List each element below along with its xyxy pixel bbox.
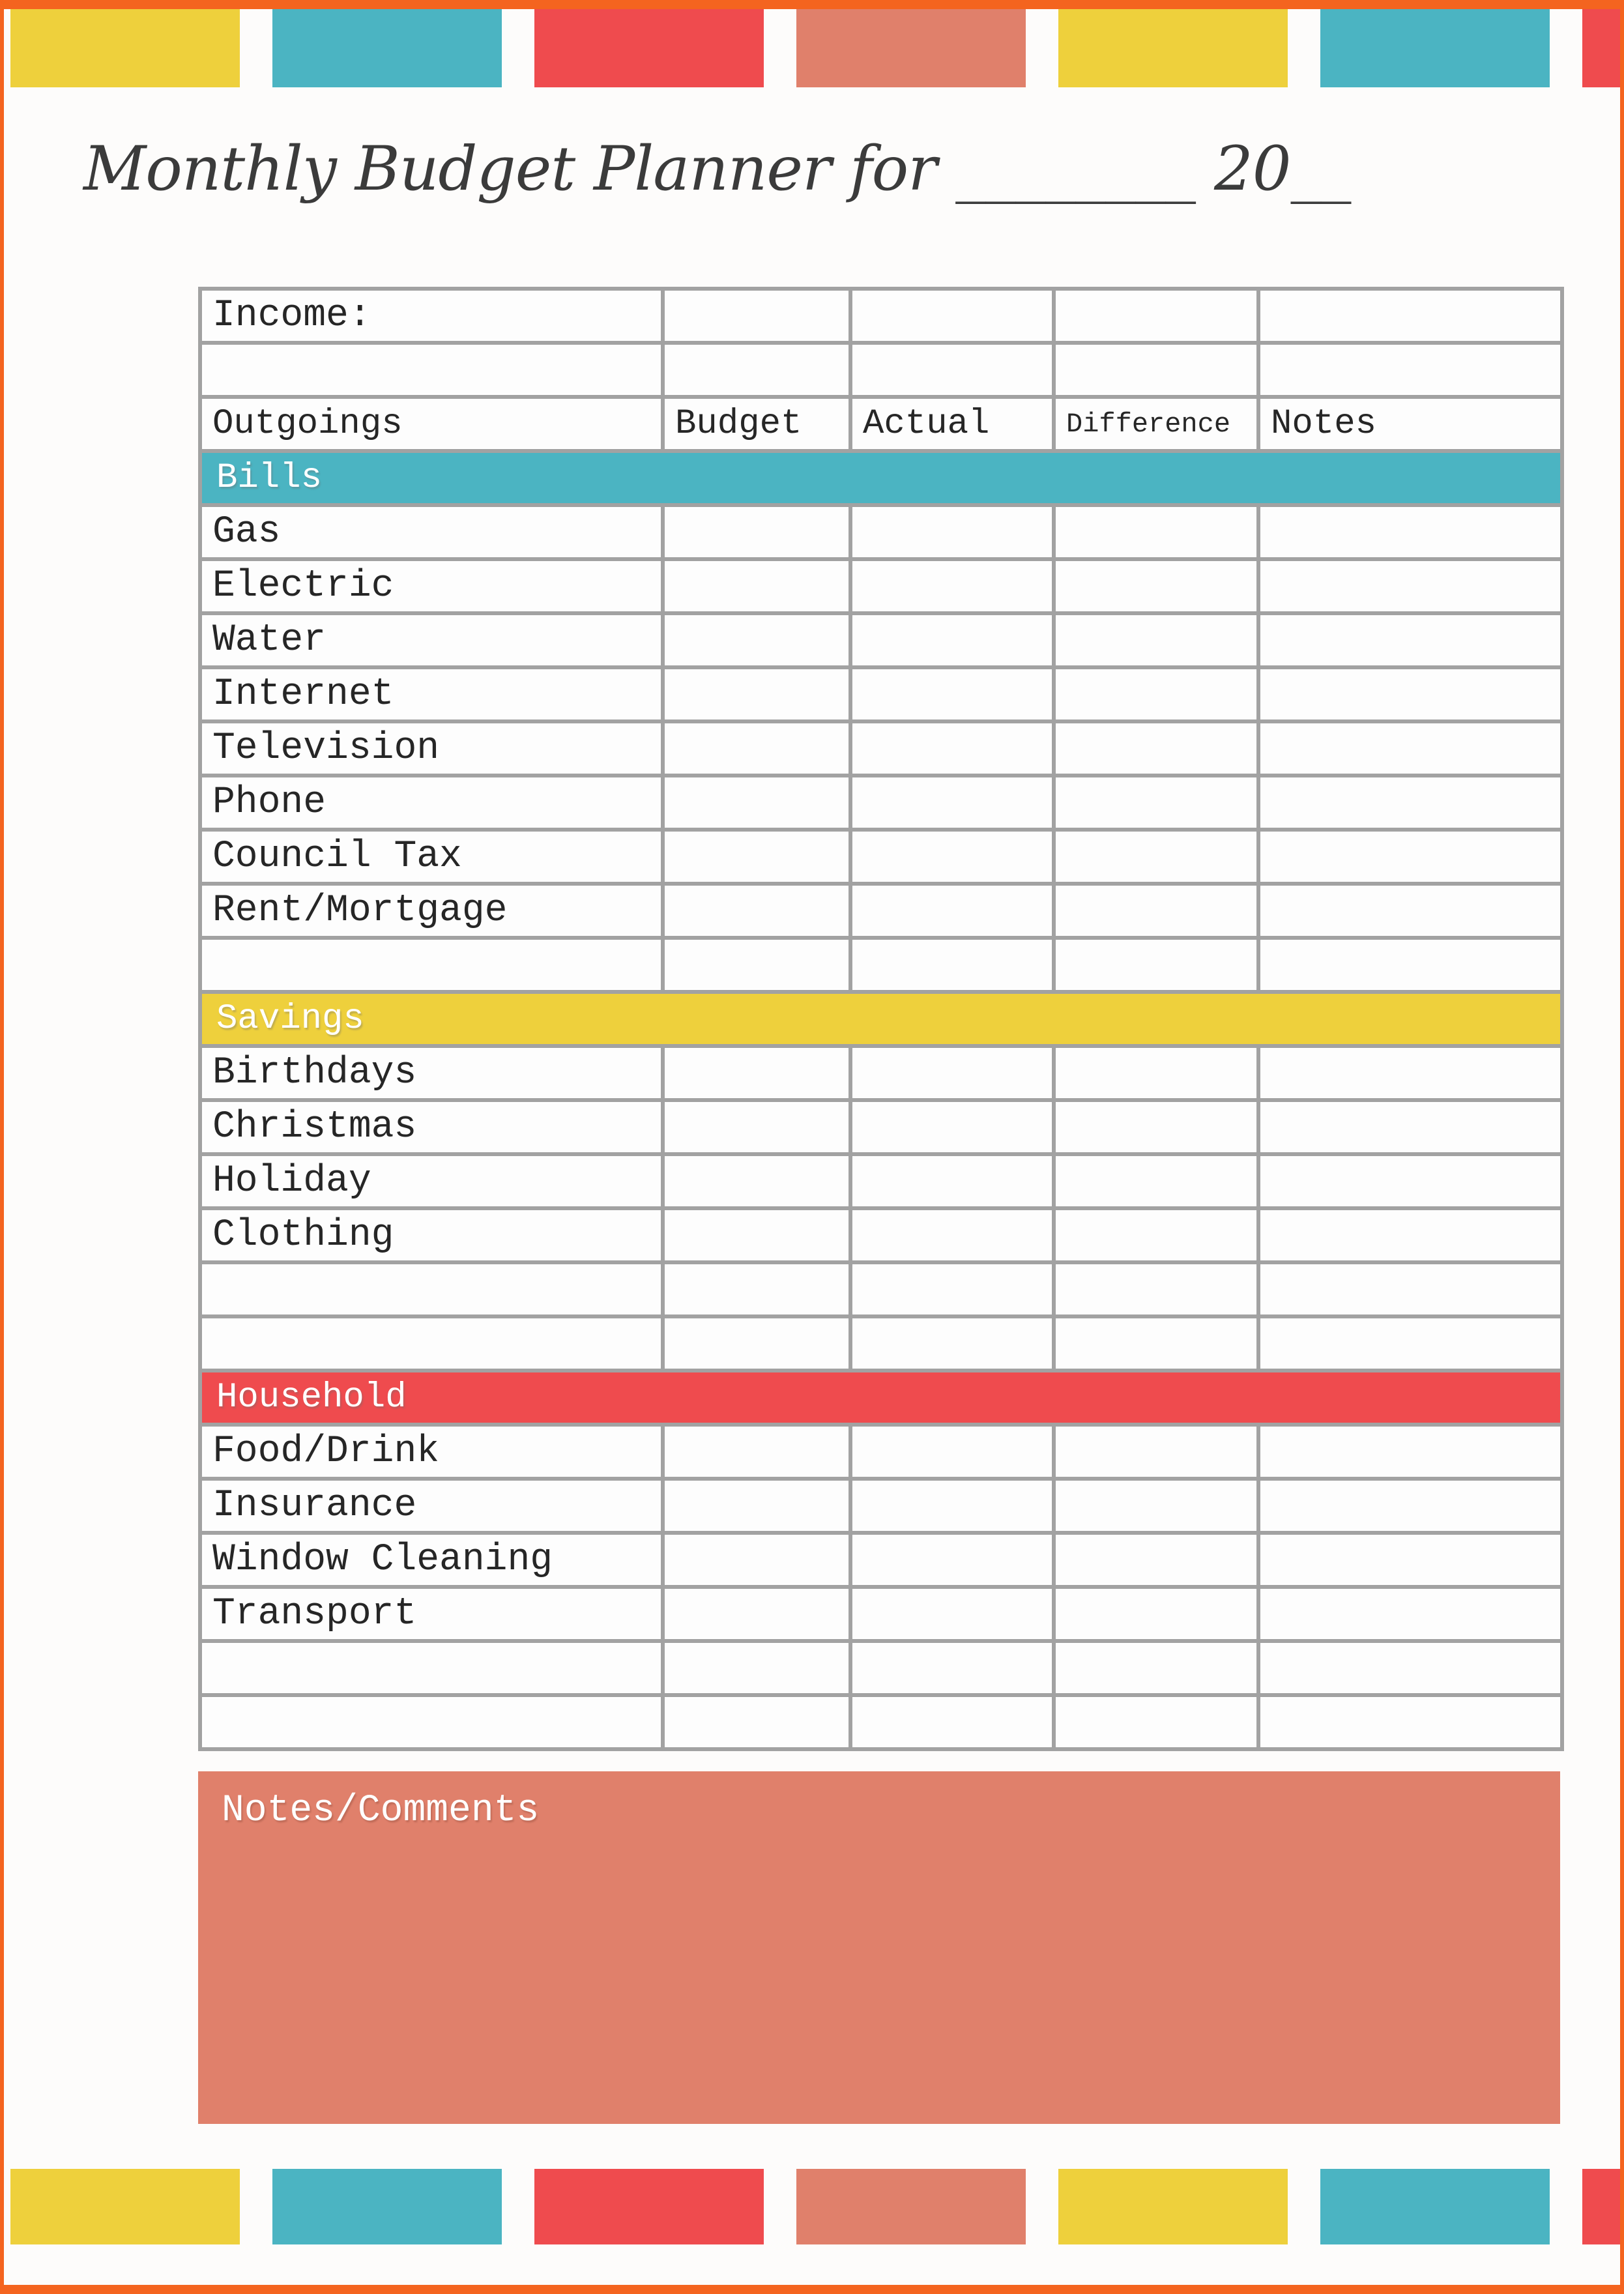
section-header-savings: Savings <box>200 992 1562 1046</box>
blank-row <box>200 1695 1562 1749</box>
entry-cell[interactable] <box>1054 1587 1258 1641</box>
entry-cell[interactable] <box>850 1425 1054 1479</box>
item-label-food-drink: Food/Drink <box>200 1425 663 1479</box>
entry-cell[interactable] <box>1054 830 1258 884</box>
item-row-rent-mortgage <box>200 884 1562 938</box>
blank-row <box>200 1262 1562 1316</box>
entry-cell[interactable] <box>1054 1695 1258 1749</box>
entry-cell[interactable] <box>663 776 850 830</box>
item-label-birthdays: Birthdays <box>200 1046 663 1100</box>
bottom-color-strip <box>10 2169 1620 2244</box>
item-row-transport <box>200 1587 1562 1641</box>
section-header-bills: Bills <box>200 451 1562 505</box>
income-row <box>200 289 1562 343</box>
entry-cell[interactable] <box>1054 667 1258 721</box>
entry-cell[interactable] <box>1054 1100 1258 1154</box>
item-label-window-cleaning: Window Cleaning <box>200 1533 663 1587</box>
item-label-holiday: Holiday <box>200 1154 663 1208</box>
red-block <box>1582 8 1620 87</box>
entry-cell[interactable] <box>663 343 850 397</box>
item-label-rent-mortgage: Rent/Mortgage <box>200 884 663 938</box>
item-label-television: Television <box>200 721 663 776</box>
entry-cell[interactable] <box>1258 1100 1562 1154</box>
blank-row <box>200 1316 1562 1371</box>
page-border-right <box>1620 0 1624 2294</box>
entry-cell[interactable] <box>1054 1533 1258 1587</box>
column-header-outgoings: Outgoings <box>200 397 663 451</box>
entry-cell[interactable] <box>1054 884 1258 938</box>
entry-cell[interactable] <box>663 1316 850 1371</box>
entry-cell[interactable] <box>663 1587 850 1641</box>
entry-cell[interactable] <box>850 938 1054 992</box>
entry-cell[interactable] <box>850 1587 1054 1641</box>
entry-cell[interactable] <box>850 1641 1054 1695</box>
entry-cell[interactable] <box>1054 938 1258 992</box>
yellow-block <box>1058 8 1288 87</box>
entry-cell[interactable] <box>663 1154 850 1208</box>
page-title: Monthly Budget Planner for ________ 20__ <box>83 134 1351 205</box>
item-row-clothing <box>200 1208 1562 1262</box>
column-header-actual: Actual <box>850 397 1054 451</box>
entry-cell[interactable] <box>850 1479 1054 1533</box>
entry-cell[interactable] <box>663 830 850 884</box>
entry-cell[interactable] <box>850 343 1054 397</box>
item-label-council-tax: Council Tax <box>200 830 663 884</box>
entry-cell[interactable] <box>1258 1316 1562 1371</box>
budget-table-body <box>200 289 1562 1749</box>
entry-cell[interactable] <box>1258 938 1562 992</box>
item-label-insurance: Insurance <box>200 1479 663 1533</box>
entry-cell[interactable] <box>200 938 663 992</box>
entry-cell[interactable] <box>1054 505 1258 559</box>
entry-cell[interactable] <box>1054 1641 1258 1695</box>
entry-cell[interactable] <box>200 1262 663 1316</box>
entry-cell[interactable] <box>200 1641 663 1695</box>
red-block <box>534 2169 764 2244</box>
entry-cell[interactable] <box>850 1046 1054 1100</box>
entry-cell[interactable] <box>1258 1262 1562 1316</box>
item-label-christmas: Christmas <box>200 1100 663 1154</box>
item-row-insurance <box>200 1479 1562 1533</box>
entry-cell[interactable] <box>663 1695 850 1749</box>
item-row-gas <box>200 505 1562 559</box>
teal-block <box>1320 8 1550 87</box>
section-row-household <box>200 1371 1562 1425</box>
page-border-top <box>0 0 1624 9</box>
entry-cell[interactable] <box>850 667 1054 721</box>
entry-cell[interactable] <box>663 289 850 343</box>
entry-cell[interactable] <box>850 1316 1054 1371</box>
entry-cell[interactable] <box>663 721 850 776</box>
entry-cell[interactable] <box>850 505 1054 559</box>
entry-cell[interactable] <box>663 505 850 559</box>
income-label-cell: Income: <box>200 289 663 343</box>
entry-cell[interactable] <box>663 1425 850 1479</box>
entry-cell[interactable] <box>1258 289 1562 343</box>
entry-cell[interactable] <box>1258 776 1562 830</box>
entry-cell[interactable] <box>1054 289 1258 343</box>
salmon-block <box>796 8 1026 87</box>
entry-cell[interactable] <box>1258 505 1562 559</box>
red-block <box>534 8 764 87</box>
yellow-block <box>10 8 240 87</box>
column-header-difference: Difference <box>1054 397 1258 451</box>
entry-cell[interactable] <box>663 1641 850 1695</box>
blank-row <box>200 1641 1562 1695</box>
teal-block <box>1320 2169 1550 2244</box>
entry-cell[interactable] <box>1258 1587 1562 1641</box>
entry-cell[interactable] <box>1054 1208 1258 1262</box>
notes-comments-area[interactable] <box>198 1771 1560 2124</box>
blank-row <box>200 938 1562 992</box>
item-label-phone: Phone <box>200 776 663 830</box>
entry-cell[interactable] <box>663 1046 850 1100</box>
entry-cell[interactable] <box>663 884 850 938</box>
entry-cell[interactable] <box>1054 1262 1258 1316</box>
entry-cell[interactable] <box>850 1208 1054 1262</box>
item-row-phone <box>200 776 1562 830</box>
entry-cell[interactable] <box>850 1533 1054 1587</box>
entry-cell[interactable] <box>663 938 850 992</box>
entry-cell[interactable] <box>1258 1046 1562 1100</box>
item-row-internet <box>200 667 1562 721</box>
entry-cell[interactable] <box>850 1154 1054 1208</box>
item-row-electric <box>200 559 1562 613</box>
entry-cell[interactable] <box>1258 559 1562 613</box>
entry-cell[interactable] <box>1258 830 1562 884</box>
yellow-block <box>10 2169 240 2244</box>
item-row-water <box>200 613 1562 667</box>
page-border-left <box>0 0 4 2294</box>
item-label-clothing: Clothing <box>200 1208 663 1262</box>
entry-cell[interactable] <box>1054 613 1258 667</box>
section-row-savings <box>200 992 1562 1046</box>
entry-cell[interactable] <box>663 613 850 667</box>
entry-cell[interactable] <box>663 1262 850 1316</box>
entry-cell[interactable] <box>1054 559 1258 613</box>
item-label-water: Water <box>200 613 663 667</box>
entry-cell[interactable] <box>1258 1479 1562 1533</box>
entry-cell[interactable] <box>850 884 1054 938</box>
entry-cell[interactable] <box>1054 1154 1258 1208</box>
entry-cell[interactable] <box>663 1479 850 1533</box>
entry-cell[interactable] <box>663 1208 850 1262</box>
salmon-block <box>796 2169 1026 2244</box>
entry-cell[interactable] <box>850 1100 1054 1154</box>
income-entry-row <box>200 343 1562 397</box>
entry-cell[interactable] <box>1258 1533 1562 1587</box>
entry-cell[interactable] <box>850 289 1054 343</box>
entry-cell[interactable] <box>850 776 1054 830</box>
entry-cell[interactable] <box>1258 1641 1562 1695</box>
entry-cell[interactable] <box>850 1695 1054 1749</box>
entry-cell[interactable] <box>850 1262 1054 1316</box>
entry-cell[interactable] <box>663 1533 850 1587</box>
item-label-electric: Electric <box>200 559 663 613</box>
entry-cell[interactable] <box>663 1100 850 1154</box>
column-header-budget: Budget <box>663 397 850 451</box>
entry-cell[interactable] <box>200 343 663 397</box>
entry-cell[interactable] <box>1054 343 1258 397</box>
item-row-food-drink <box>200 1425 1562 1479</box>
entry-cell[interactable] <box>200 1695 663 1749</box>
entry-cell[interactable] <box>1054 1316 1258 1371</box>
entry-cell[interactable] <box>1258 667 1562 721</box>
entry-cell[interactable] <box>1258 1208 1562 1262</box>
section-header-household: Household <box>200 1371 1562 1425</box>
entry-cell[interactable] <box>1258 884 1562 938</box>
entry-cell[interactable] <box>850 559 1054 613</box>
entry-cell[interactable] <box>850 721 1054 776</box>
entry-cell[interactable] <box>1054 776 1258 830</box>
entry-cell[interactable] <box>1258 1695 1562 1749</box>
item-label-transport: Transport <box>200 1587 663 1641</box>
column-header-row <box>200 397 1562 451</box>
budget-table <box>198 287 1564 1751</box>
red-block <box>1582 2169 1620 2244</box>
entry-cell[interactable] <box>200 1316 663 1371</box>
column-header-notes: Notes <box>1258 397 1562 451</box>
entry-cell[interactable] <box>1258 613 1562 667</box>
entry-cell[interactable] <box>1054 1479 1258 1533</box>
item-row-television <box>200 721 1562 776</box>
item-label-gas: Gas <box>200 505 663 559</box>
item-row-council-tax <box>200 830 1562 884</box>
entry-cell[interactable] <box>1054 1425 1258 1479</box>
entry-cell[interactable] <box>850 613 1054 667</box>
teal-block <box>272 8 502 87</box>
item-label-internet: Internet <box>200 667 663 721</box>
notes-comments-label: Notes/Comments <box>222 1790 540 1832</box>
entry-cell[interactable] <box>663 559 850 613</box>
entry-cell[interactable] <box>850 830 1054 884</box>
teal-block <box>272 2169 502 2244</box>
item-row-birthdays <box>200 1046 1562 1100</box>
section-row-bills <box>200 451 1562 505</box>
entry-cell[interactable] <box>1054 1046 1258 1100</box>
entry-cell[interactable] <box>1054 721 1258 776</box>
page-border-bottom <box>0 2285 1624 2294</box>
entry-cell[interactable] <box>1258 1154 1562 1208</box>
entry-cell[interactable] <box>1258 1425 1562 1479</box>
yellow-block <box>1058 2169 1288 2244</box>
entry-cell[interactable] <box>1258 721 1562 776</box>
item-row-christmas <box>200 1100 1562 1154</box>
entry-cell[interactable] <box>663 667 850 721</box>
item-row-window-cleaning <box>200 1533 1562 1587</box>
entry-cell[interactable] <box>1258 343 1562 397</box>
top-color-strip <box>10 8 1620 87</box>
item-row-holiday <box>200 1154 1562 1208</box>
